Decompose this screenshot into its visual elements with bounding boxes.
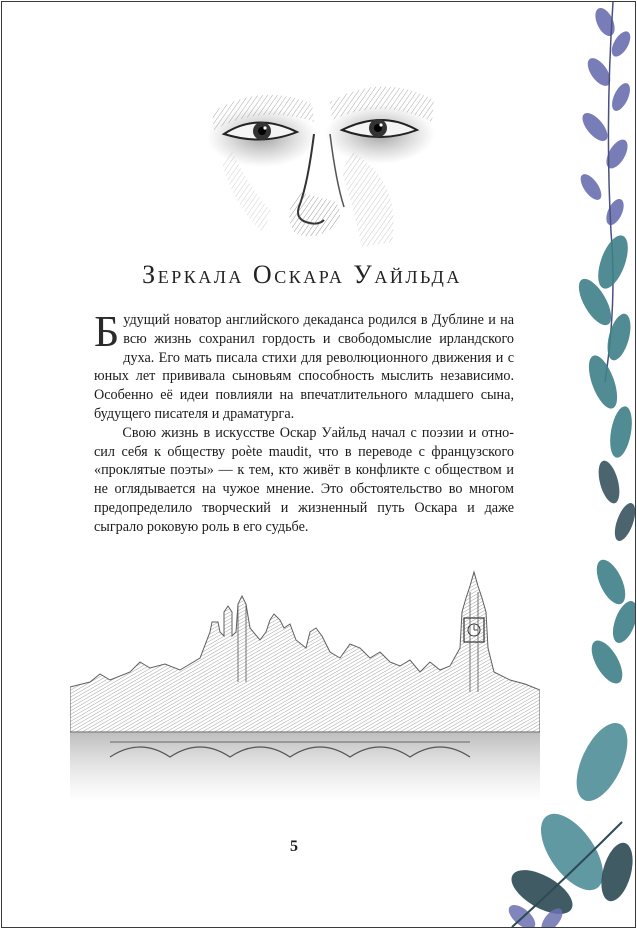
chapter-title: Зеркала Оскара Уайльда [142, 260, 462, 289]
book-page [1, 1, 636, 928]
paragraph-1 [94, 307, 514, 424]
drop-cap: Б [94, 307, 120, 356]
page-number: 5 [290, 838, 298, 855]
paragraph-1-text: удущий новатор английского декаданса родился в Дублине и на всю жизнь сохранил гордость и свободомыслие ирландского духа. Его мать писала стихи для революционного движения и с юных лет прививала сыновьям способность мыслить независимо. Особенно её идеи повлияли на впечатлительного младшего сына, будущего писателя и драматурга. [94, 312, 514, 422]
portrait-sketch-illustration [202, 42, 442, 252]
botanical-leaves-bottom-illustration [502, 702, 636, 927]
body-text [94, 307, 514, 537]
paragraph-2: Свою жизнь в искусстве Оскар Уайльд начал с поэзии и относил себя к обществу poète maudit, что в переводе с французского «проклятые поэты» — к тем, кто живёт в конфликте с обществом и не оглядывается на чужое мнение. Это обстоятельство во многом предопределило творческий и жизненный путь Оскара и даже сыграло роковую роль в его судьбе. [94, 424, 514, 535]
westminster-skyline-illustration [70, 562, 540, 812]
